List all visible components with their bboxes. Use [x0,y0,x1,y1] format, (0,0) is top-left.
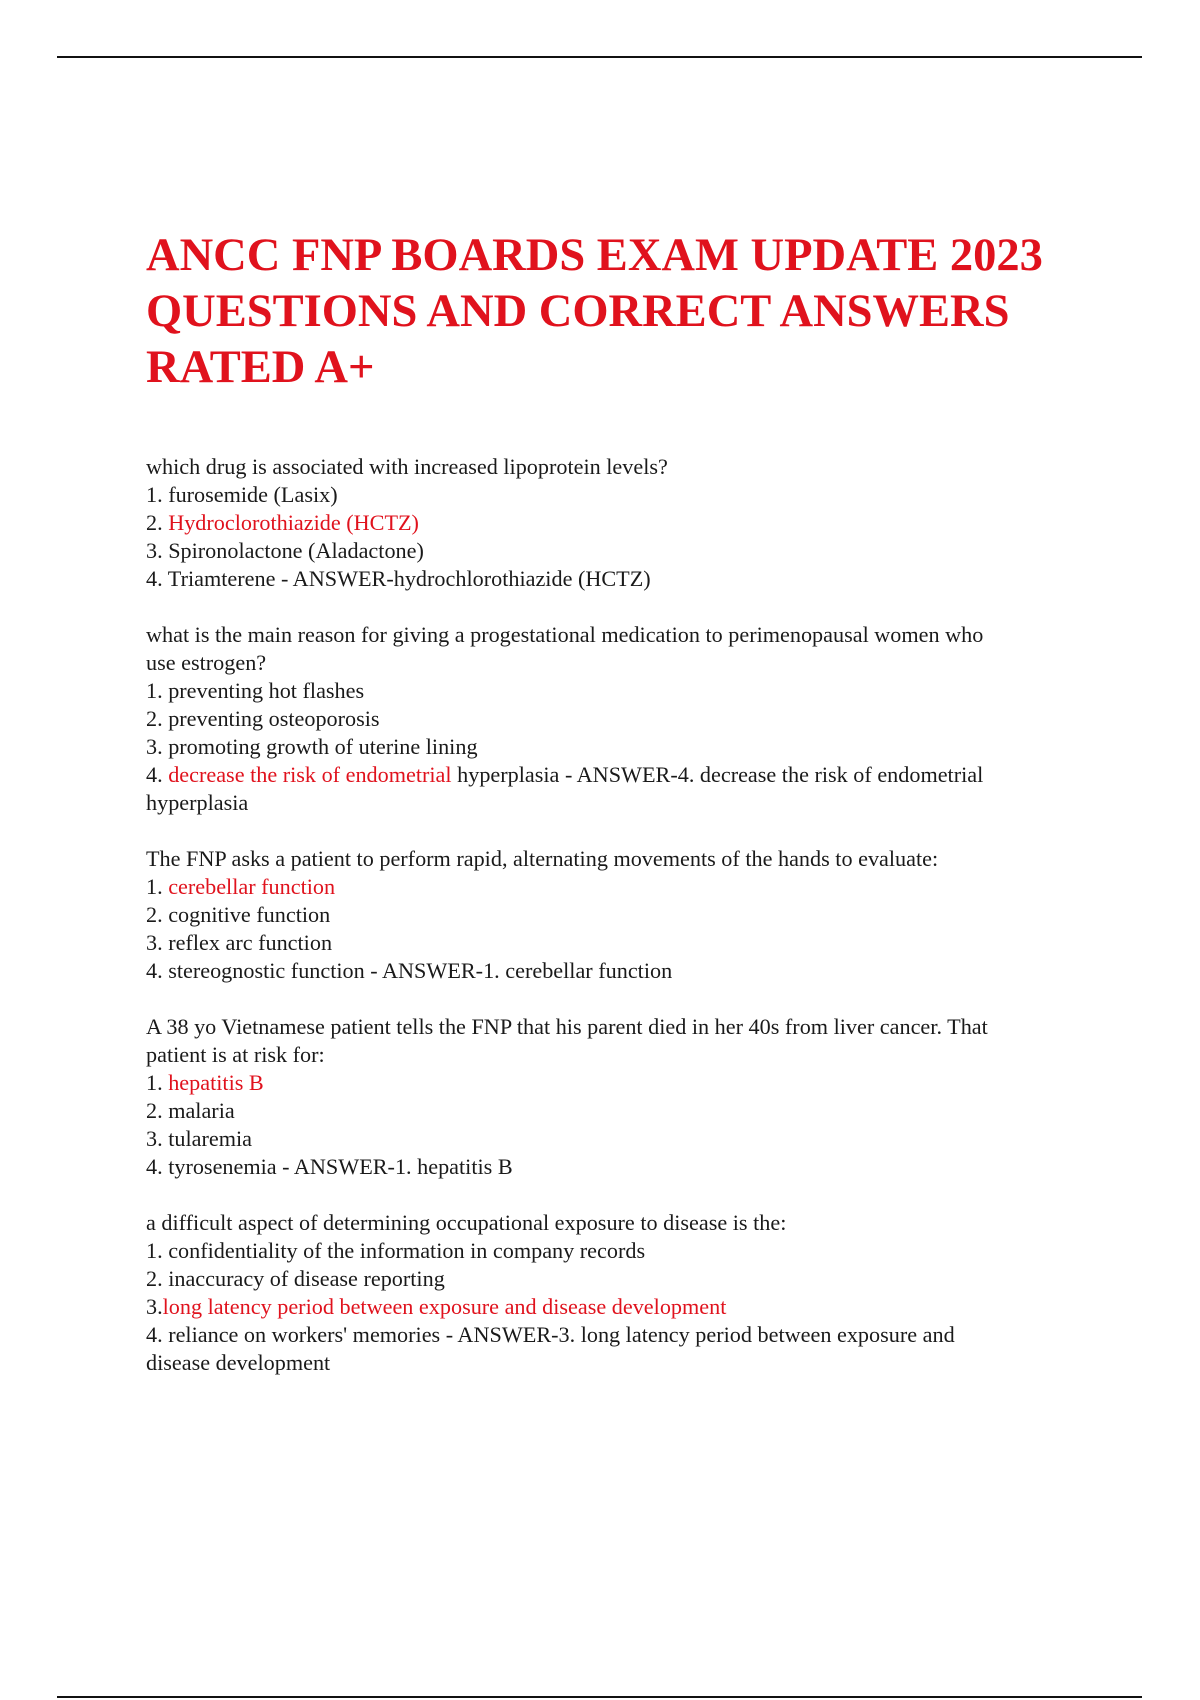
title-line: QUESTIONS AND CORRECT ANSWERS [146,286,1010,337]
answer-option-highlighted: 1. cerebellar function [146,874,336,899]
answer-option: 1. confidentiality of the information in company records [146,1238,646,1263]
answer-continuation: hyperplasia [146,790,249,815]
answer-option-highlighted: 1. hepatitis B [146,1070,264,1095]
answer-option: 2. inaccuracy of disease reporting [146,1266,445,1291]
answer-option: 4. tyrosenemia - ANSWER-1. hepatitis B [146,1154,513,1179]
question-block [146,621,1096,817]
question-text: use estrogen? [146,650,267,675]
question-text: A 38 yo Vietnamese patient tells the FNP that his parent died in her 40s from liver cancer. That [146,1014,988,1039]
answer-option: 4. reliance on workers' memories - ANSWER-3. long latency period between exposure and [146,1322,955,1347]
answer-continuation: disease development [146,1350,331,1375]
top-rule [57,56,1142,58]
answer-option: 4. stereognostic function - ANSWER-1. cerebellar function [146,958,673,983]
questions-list [146,453,1096,1405]
answer-option: 3. promoting growth of uterine lining [146,734,478,759]
question-text: The FNP asks a patient to perform rapid, alternating movements of the hands to evaluate: [146,846,939,871]
question-block [146,453,1096,593]
title-line: ANCC FNP BOARDS EXAM UPDATE 2023 [146,230,1043,281]
question-block [146,1209,1096,1377]
answer-option-highlighted: 2. Hydroclorothiazide (HCTZ) [146,510,419,535]
question-block [146,1013,1096,1181]
answer-option: 2. malaria [146,1098,235,1123]
question-text: a difficult aspect of determining occupational exposure to disease is the: [146,1210,787,1235]
answer-option: 4. Triamterene - ANSWER-hydrochlorothiazide (HCTZ) [146,566,651,591]
answer-option: 3. Spironolactone (Aladactone) [146,538,424,563]
answer-option: 3. tularemia [146,1126,252,1151]
question-text: what is the main reason for giving a progestational medication to perimenopausal women who [146,622,984,647]
answer-option: 3. reflex arc function [146,930,333,955]
title-line: RATED A+ [146,342,375,393]
answer-option: 1. preventing hot flashes [146,678,365,703]
bottom-rule [57,1696,1142,1698]
answer-option-highlighted: 4. decrease the risk of endometrial hyperplasia - ANSWER-4. decrease the risk of endometrial [146,762,984,787]
answer-option: 1. furosemide (Lasix) [146,482,338,507]
answer-option: 2. cognitive function [146,902,331,927]
answer-option: 2. preventing osteoporosis [146,706,380,731]
document-title [146,228,1106,396]
answer-option-highlighted: 3.long latency period between exposure and disease development [146,1294,727,1319]
question-text: patient is at risk for: [146,1042,325,1067]
question-text: which drug is associated with increased lipoprotein levels? [146,454,668,479]
question-block [146,845,1096,985]
